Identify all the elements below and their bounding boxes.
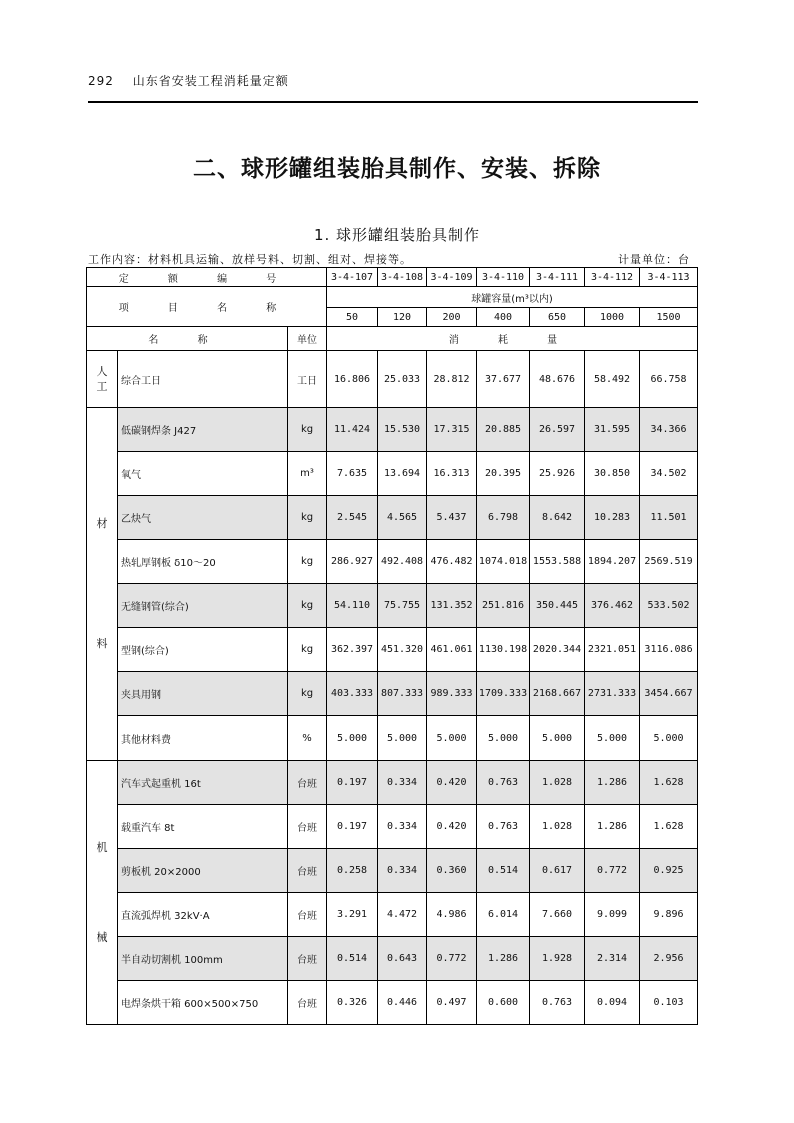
page-number: 292 xyxy=(88,74,114,88)
quota-code-cell: 3-4-113 xyxy=(640,268,698,287)
consumption-value: 13.694 xyxy=(378,452,427,496)
consumption-value: 54.110 xyxy=(327,584,378,628)
consumption-value: 1.028 xyxy=(530,805,585,849)
category-char: 工 xyxy=(96,380,108,393)
category-machine xyxy=(87,761,118,1025)
consumption-value: 2569.519 xyxy=(640,540,698,584)
quota-code-row xyxy=(87,268,698,287)
quota-code-cell: 3-4-109 xyxy=(427,268,477,287)
consumption-value: 0.514 xyxy=(477,849,530,893)
consumption-value: 1553.588 xyxy=(530,540,585,584)
resource-unit: 台班 xyxy=(288,849,327,893)
consumption-value: 0.763 xyxy=(530,981,585,1025)
consumption-value: 461.061 xyxy=(427,628,477,672)
table-row xyxy=(87,351,698,408)
consumption-value: 0.446 xyxy=(378,981,427,1025)
consumption-value: 1.928 xyxy=(530,937,585,981)
consumption-value: 15.530 xyxy=(378,408,427,452)
consumption-value: 0.326 xyxy=(327,981,378,1025)
consumption-value: 6.014 xyxy=(477,893,530,937)
consumption-value: 989.333 xyxy=(427,672,477,716)
consumption-value: 0.497 xyxy=(427,981,477,1025)
consumption-value: 0.763 xyxy=(477,761,530,805)
capacity-value-cell: 200 xyxy=(427,308,477,327)
resource-name: 其他材料费 xyxy=(118,716,288,761)
consumption-value: 2321.051 xyxy=(585,628,640,672)
consumption-value: 17.315 xyxy=(427,408,477,452)
capacity-row xyxy=(87,287,698,308)
consumption-value: 0.600 xyxy=(477,981,530,1025)
capacity-label: 球罐容量(m³以内) xyxy=(327,287,698,308)
table-row xyxy=(87,849,698,893)
category-char: 机 xyxy=(96,840,108,854)
resource-unit: kg xyxy=(288,496,327,540)
resource-name: 低碳钢焊条 J427 xyxy=(118,408,288,452)
category-material xyxy=(87,408,118,761)
consumption-value: 20.395 xyxy=(477,452,530,496)
consumption-value: 0.334 xyxy=(378,761,427,805)
section-title: 二、球形罐组装胎具制作、安装、拆除 xyxy=(193,156,601,182)
consumption-value: 2.956 xyxy=(640,937,698,981)
resource-name: 直流弧焊机 32kV·A xyxy=(118,893,288,937)
consumption-value: 451.320 xyxy=(378,628,427,672)
table-row xyxy=(87,672,698,716)
consumption-value: 1894.207 xyxy=(585,540,640,584)
consumption-value: 25.033 xyxy=(378,351,427,408)
consumption-value: 75.755 xyxy=(378,584,427,628)
quota-code-cell: 3-4-111 xyxy=(530,268,585,287)
resource-name: 载重汽车 8t xyxy=(118,805,288,849)
resource-unit: kg xyxy=(288,540,327,584)
consumption-value: 5.000 xyxy=(640,716,698,761)
consumption-value: 2731.333 xyxy=(585,672,640,716)
consumption-value: 37.677 xyxy=(477,351,530,408)
resource-unit: % xyxy=(288,716,327,761)
consumption-value: 131.352 xyxy=(427,584,477,628)
resource-unit: 台班 xyxy=(288,893,327,937)
consumption-value: 1130.198 xyxy=(477,628,530,672)
consumption-value: 2168.667 xyxy=(530,672,585,716)
consumption-value: 0.094 xyxy=(585,981,640,1025)
consumption-value: 0.514 xyxy=(327,937,378,981)
consumption-value: 0.334 xyxy=(378,805,427,849)
table-row xyxy=(87,584,698,628)
consumption-value: 34.502 xyxy=(640,452,698,496)
resource-unit: kg xyxy=(288,584,327,628)
resource-unit: 工日 xyxy=(288,351,327,408)
consumption-value: 286.927 xyxy=(327,540,378,584)
item-name-label: 项 目 名 称 xyxy=(87,287,327,327)
consumption-value: 20.885 xyxy=(477,408,530,452)
name-column-label: 名 称 xyxy=(87,327,288,351)
consumption-value: 16.806 xyxy=(327,351,378,408)
resource-unit: 台班 xyxy=(288,761,327,805)
capacity-value-cell: 1500 xyxy=(640,308,698,327)
resource-name: 无缝钢管(综合) xyxy=(118,584,288,628)
consumption-value: 10.283 xyxy=(585,496,640,540)
consumption-value: 0.258 xyxy=(327,849,378,893)
consumption-value: 0.360 xyxy=(427,849,477,893)
resource-name: 汽车式起重机 16t xyxy=(118,761,288,805)
consumption-value: 11.424 xyxy=(327,408,378,452)
consumption-value: 1709.333 xyxy=(477,672,530,716)
table-row xyxy=(87,761,698,805)
consumption-value: 1.286 xyxy=(477,937,530,981)
consumption-value: 0.772 xyxy=(427,937,477,981)
consumption-value: 2.314 xyxy=(585,937,640,981)
consumption-value: 6.798 xyxy=(477,496,530,540)
consumption-value: 0.643 xyxy=(378,937,427,981)
consumption-value: 25.926 xyxy=(530,452,585,496)
capacity-value-cell: 50 xyxy=(327,308,378,327)
table-row xyxy=(87,408,698,452)
consumption-value: 5.000 xyxy=(378,716,427,761)
consumption-value: 66.758 xyxy=(640,351,698,408)
consumption-value: 0.334 xyxy=(378,849,427,893)
resource-name: 电焊条烘干箱 600×500×750 xyxy=(118,981,288,1025)
consumption-value: 5.000 xyxy=(477,716,530,761)
consumption-value: 5.000 xyxy=(585,716,640,761)
table-row xyxy=(87,805,698,849)
quota-code-cell: 3-4-107 xyxy=(327,268,378,287)
resource-unit: kg xyxy=(288,408,327,452)
consumption-value: 1.028 xyxy=(530,761,585,805)
consumption-value: 2020.344 xyxy=(530,628,585,672)
consumption-value: 1074.018 xyxy=(477,540,530,584)
consumption-value: 376.462 xyxy=(585,584,640,628)
resource-name: 半自动切割机 100mm xyxy=(118,937,288,981)
quota-table xyxy=(86,267,698,1025)
consumption-value: 4.986 xyxy=(427,893,477,937)
resource-name: 型钢(综合) xyxy=(118,628,288,672)
table-row xyxy=(87,716,698,761)
consumption-value: 2.545 xyxy=(327,496,378,540)
subsection-title: 1. 球形罐组装胎具制作 xyxy=(313,226,481,244)
category-char: 材 xyxy=(96,517,108,530)
running-header xyxy=(88,72,289,89)
consumption-value: 0.197 xyxy=(327,805,378,849)
resource-name: 热轧厚钢板 δ10～20 xyxy=(118,540,288,584)
capacity-value-cell: 1000 xyxy=(585,308,640,327)
capacity-value-cell: 650 xyxy=(530,308,585,327)
table-row xyxy=(87,893,698,937)
consumption-value: 11.501 xyxy=(640,496,698,540)
consumption-value: 4.472 xyxy=(378,893,427,937)
consumption-value: 8.642 xyxy=(530,496,585,540)
table-row xyxy=(87,496,698,540)
consumption-value: 58.492 xyxy=(585,351,640,408)
column-header-row xyxy=(87,327,698,351)
consumption-value: 492.408 xyxy=(378,540,427,584)
consumption-value: 9.896 xyxy=(640,893,698,937)
consumption-value: 403.333 xyxy=(327,672,378,716)
consumption-value: 0.617 xyxy=(530,849,585,893)
consumption-value: 3116.086 xyxy=(640,628,698,672)
capacity-value-cell: 120 xyxy=(378,308,427,327)
consumption-value: 0.772 xyxy=(585,849,640,893)
quota-code-cell: 3-4-108 xyxy=(378,268,427,287)
consumption-value: 533.502 xyxy=(640,584,698,628)
resource-unit: kg xyxy=(288,672,327,716)
table-row xyxy=(87,628,698,672)
consumption-value: 0.103 xyxy=(640,981,698,1025)
consumption-value: 7.660 xyxy=(530,893,585,937)
resource-name: 氧气 xyxy=(118,452,288,496)
consumption-value: 16.313 xyxy=(427,452,477,496)
work-content: 工作内容：材料机具运输、放样号料、切割、组对、焊接等。 xyxy=(88,253,412,266)
consumption-value: 0.420 xyxy=(427,761,477,805)
table-row xyxy=(87,937,698,981)
quota-code-cell: 3-4-110 xyxy=(477,268,530,287)
consumption-value: 362.397 xyxy=(327,628,378,672)
quota-code-cell: 3-4-112 xyxy=(585,268,640,287)
consumption-value: 30.850 xyxy=(585,452,640,496)
consumption-value: 26.597 xyxy=(530,408,585,452)
resource-name: 剪板机 20×2000 xyxy=(118,849,288,893)
category-char: 料 xyxy=(96,637,108,650)
book-title: 山东省安装工程消耗量定额 xyxy=(132,74,289,88)
resource-name: 夹具用钢 xyxy=(118,672,288,716)
consumption-value: 1.628 xyxy=(640,805,698,849)
resource-unit: m³ xyxy=(288,452,327,496)
consumption-value: 0.420 xyxy=(427,805,477,849)
consumption-value: 5.000 xyxy=(327,716,378,761)
consumption-value: 5.437 xyxy=(427,496,477,540)
resource-unit: 台班 xyxy=(288,805,327,849)
consumption-value: 251.816 xyxy=(477,584,530,628)
consumption-value: 1.628 xyxy=(640,761,698,805)
consumption-value: 350.445 xyxy=(530,584,585,628)
consumption-label: 消 耗 量 xyxy=(327,327,698,351)
consumption-value: 476.482 xyxy=(427,540,477,584)
resource-unit: kg xyxy=(288,628,327,672)
category-labor xyxy=(87,351,118,408)
consumption-value: 3.291 xyxy=(327,893,378,937)
category-char: 械 xyxy=(96,930,108,944)
consumption-value: 4.565 xyxy=(378,496,427,540)
header-rule xyxy=(88,101,698,103)
consumption-value: 5.000 xyxy=(530,716,585,761)
table-row xyxy=(87,452,698,496)
capacity-value-cell: 400 xyxy=(477,308,530,327)
consumption-value: 31.595 xyxy=(585,408,640,452)
category-char: 人 xyxy=(96,365,108,378)
measure-unit: 计量单位：台 xyxy=(618,253,690,266)
consumption-value: 28.812 xyxy=(427,351,477,408)
consumption-value: 1.286 xyxy=(585,761,640,805)
resource-unit: 台班 xyxy=(288,937,327,981)
consumption-value: 1.286 xyxy=(585,805,640,849)
consumption-value: 34.366 xyxy=(640,408,698,452)
resource-unit: 台班 xyxy=(288,981,327,1025)
consumption-value: 0.925 xyxy=(640,849,698,893)
consumption-value: 3454.667 xyxy=(640,672,698,716)
consumption-value: 5.000 xyxy=(427,716,477,761)
resource-name: 乙炔气 xyxy=(118,496,288,540)
consumption-value: 7.635 xyxy=(327,452,378,496)
consumption-value: 0.197 xyxy=(327,761,378,805)
resource-name: 综合工日 xyxy=(118,351,288,408)
consumption-value: 807.333 xyxy=(378,672,427,716)
consumption-value: 48.676 xyxy=(530,351,585,408)
table-row xyxy=(87,540,698,584)
consumption-value: 9.099 xyxy=(585,893,640,937)
consumption-value: 0.763 xyxy=(477,805,530,849)
table-row xyxy=(87,981,698,1025)
quota-code-label: 定 额 编 号 xyxy=(87,268,327,287)
unit-column-label: 单位 xyxy=(288,327,327,351)
